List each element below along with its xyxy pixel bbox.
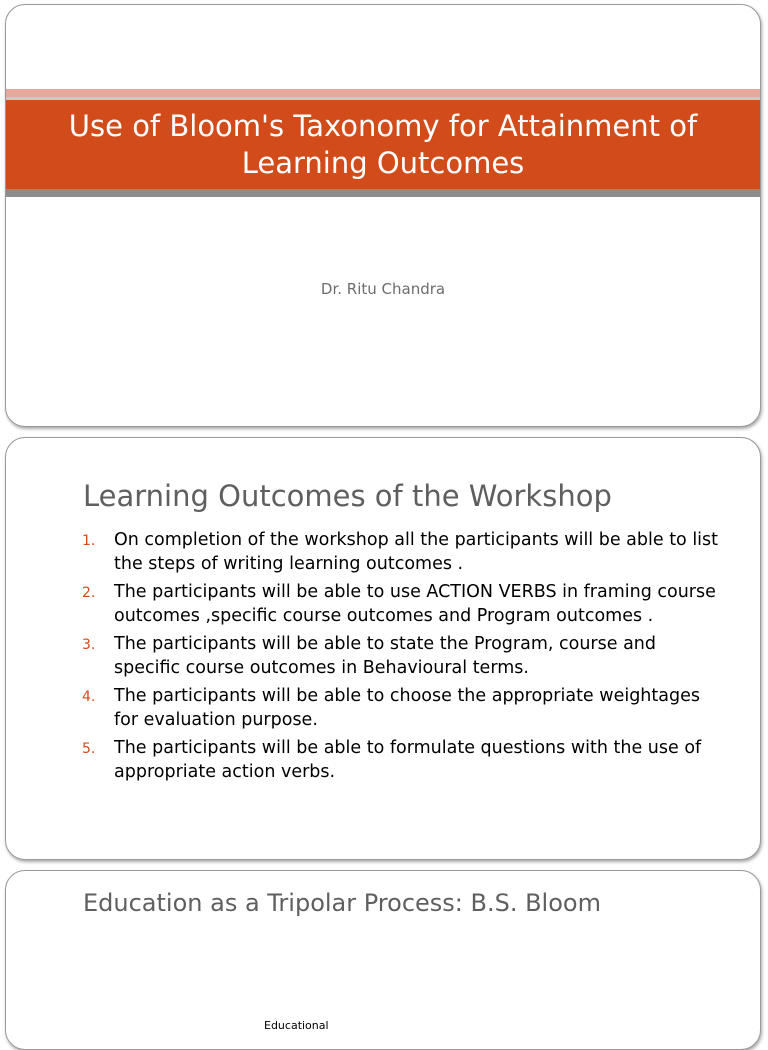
list-item-text: The participants will be able to formulate questions with the use of appropriate action verbs. — [114, 738, 702, 782]
list-item — [82, 632, 722, 680]
list-item — [82, 580, 722, 628]
list-number: 4. — [82, 689, 96, 705]
list-item-text: On completion of the workshop all the participants will be able to list the steps of writing learning outcomes . — [114, 530, 719, 574]
list-item-text: The participants will be able to choose the appropriate weightages for evaluation purpose. — [114, 686, 700, 730]
list-number: 2. — [82, 585, 96, 601]
outcomes-slide — [5, 437, 761, 860]
diagram-label: Educational — [264, 1019, 329, 1032]
author-name: Dr. Ritu Chandra — [320, 280, 446, 298]
list-number: 1. — [82, 533, 96, 549]
tripolar-slide — [5, 870, 761, 1050]
slide-heading: Education as a Tripolar Process: B.S. Bloom — [83, 889, 601, 917]
list-item — [82, 528, 722, 576]
list-item — [82, 684, 722, 732]
slide-heading: Learning Outcomes of the Workshop — [83, 479, 612, 513]
accent-band-top — [6, 89, 760, 97]
list-number: 3. — [82, 637, 96, 653]
list-item-text: The participants will be able to use ACTION VERBS in framing course outcomes ,specific course outcomes and Program outcomes . — [114, 582, 716, 626]
list-number: 5. — [82, 741, 96, 757]
outcomes-list — [82, 528, 722, 788]
list-item-text: The participants will be able to state the Program, course and specific course outcomes in Behavioural terms. — [114, 634, 656, 678]
title-slide — [5, 4, 761, 427]
divider-band-bottom — [6, 189, 760, 197]
slide-title: Use of Bloom's Taxonomy for Attainment of Learning Outcomes — [68, 108, 698, 180]
list-item — [82, 736, 722, 784]
title-band — [6, 100, 760, 189]
